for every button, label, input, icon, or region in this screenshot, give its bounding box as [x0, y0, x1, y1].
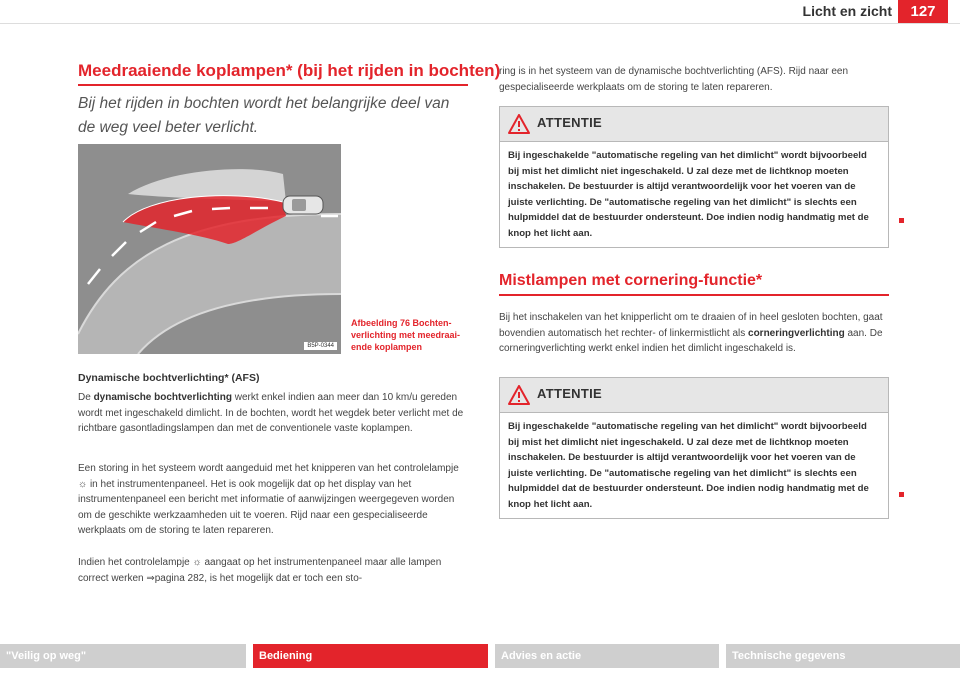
warning-label: ATTENTIE — [537, 115, 602, 130]
warning-box-2 — [499, 377, 889, 519]
end-of-section-icon — [899, 492, 904, 497]
section-title-fog-lamps: Mistlampen met cornering-functie* — [499, 272, 763, 289]
warning-text: Bij ingeschakelde "automatische regeling van het dimlicht" wordt bijvoorbeeld bij mist het dimlicht niet ingeschakeld. U zal deze met de lichtknop moeten inschakelen. De bestuurder is altijd verantwoordelijk voor het voeren van de juiste verlichting. De "automatische regeling van het dimlicht" is slechts een hulpmiddel dat de bestuurder ondersteunt. Doe indien nodig handmatig met de knop het licht aan. — [508, 421, 869, 510]
paragraph-continuation: ring is in het systeem van de dynamische bochtverlichting (AFS). Rijd naar een gespecialiseerde werkplaats om de storing te laten repareren. — [499, 66, 849, 93]
term-dynamic-cornering-light: dynamische bochtverlichting — [93, 392, 232, 403]
section2-title-rule — [499, 294, 889, 296]
car-icon — [283, 196, 323, 214]
warning-header — [500, 107, 888, 142]
warning-triangle-icon — [508, 114, 530, 134]
page-number: 127 — [898, 0, 948, 23]
footer-chapter-tabs — [0, 644, 960, 668]
warning-label: ATTENTIE — [537, 386, 602, 401]
warning-header — [500, 378, 888, 413]
term-cornering-light: corneringverlichting — [748, 327, 845, 339]
warning-text: Bij ingeschakelde "automatische regeling van het dimlicht" wordt bijvoorbeeld bij mist het dimlicht niet ingeschakeld. U zal deze met de lichtknop moeten inschakelen. De bestuurder is altijd verantwoordelijk voor het voeren van de juiste verlichting. De "automatische regeling van het dimlicht" is slechts een hulpmiddel dat de bestuurder ondersteunt. Doe indien nodig handmatig met de knop het licht aan. — [508, 150, 869, 239]
section-intro: Bij het rijden in bochten wordt het belangrijke deel van de weg veel beter verlicht. — [78, 95, 450, 136]
paragraph-fog-lamps: Bij het inschakelen van het knipperlicht om te draaien of in heel gesloten bochten, gaat bovendien automatisch het rechter- of linkermistlicht als corneringverlichting aan. De corneringverlichting werkt enkel indien het dimlicht ingeschakeld is. — [499, 312, 883, 354]
footer-tab-technical[interactable]: Technische gegevens — [726, 644, 960, 668]
warning-box-1 — [499, 106, 889, 248]
running-header-title: Licht en zicht — [802, 3, 892, 19]
paragraph-afs-intro: De dynamische bochtverlichting werkt enkel indien aan meer dan 10 km/u gereden wordt met ingeschakeld dimlicht. In de bochten, wordt het wegdek beter verlicht met de richtbare gasontladingslampen dan met de conventionele vaste koplampen. — [78, 392, 464, 434]
footer-tab-advice[interactable]: Advies en actie — [495, 644, 719, 668]
figure-caption: Afbeelding 76 Bochten-verlichting met meedraai-ende koplampen — [351, 318, 461, 352]
paragraph-warning-lamp: Indien het controlelampje ☼ aangaat op het instrumentenpaneel maar alle lampen correct werken ⇒pagina 282, is het mogelijk dat er toch een sto- — [78, 557, 442, 584]
end-of-section-icon — [899, 218, 904, 223]
header-divider — [0, 23, 960, 24]
warning-triangle-icon — [508, 385, 530, 405]
subheading-afs: Dynamische bochtverlichting* (AFS) — [78, 372, 260, 384]
section-title-cornering-headlights: Meedraaiende koplampen* (bij het rijden in bochten) — [78, 61, 501, 80]
figure-cornering-light-illustration — [78, 144, 341, 354]
section-title-rule — [78, 84, 468, 86]
footer-tab-safety[interactable]: "Veilig op weg" — [0, 644, 246, 668]
paragraph-afs-fault: Een storing in het systeem wordt aangeduid met het knipperen van het controlelampje ☼ in het instrumentenpaneel. Het is ook mogelijk dat op het display van het instrumentenpaneel een bericht met informatie of aanwijzingen weergegeven worden om de geschikte werkzaamheden uit te voeren. Rijd naar een gespecialiseerde werkplaats om de storing te laten repareren. — [78, 463, 459, 536]
figure-code: B5P-0344 — [304, 342, 337, 350]
footer-tab-operation[interactable]: Bediening — [253, 644, 488, 668]
